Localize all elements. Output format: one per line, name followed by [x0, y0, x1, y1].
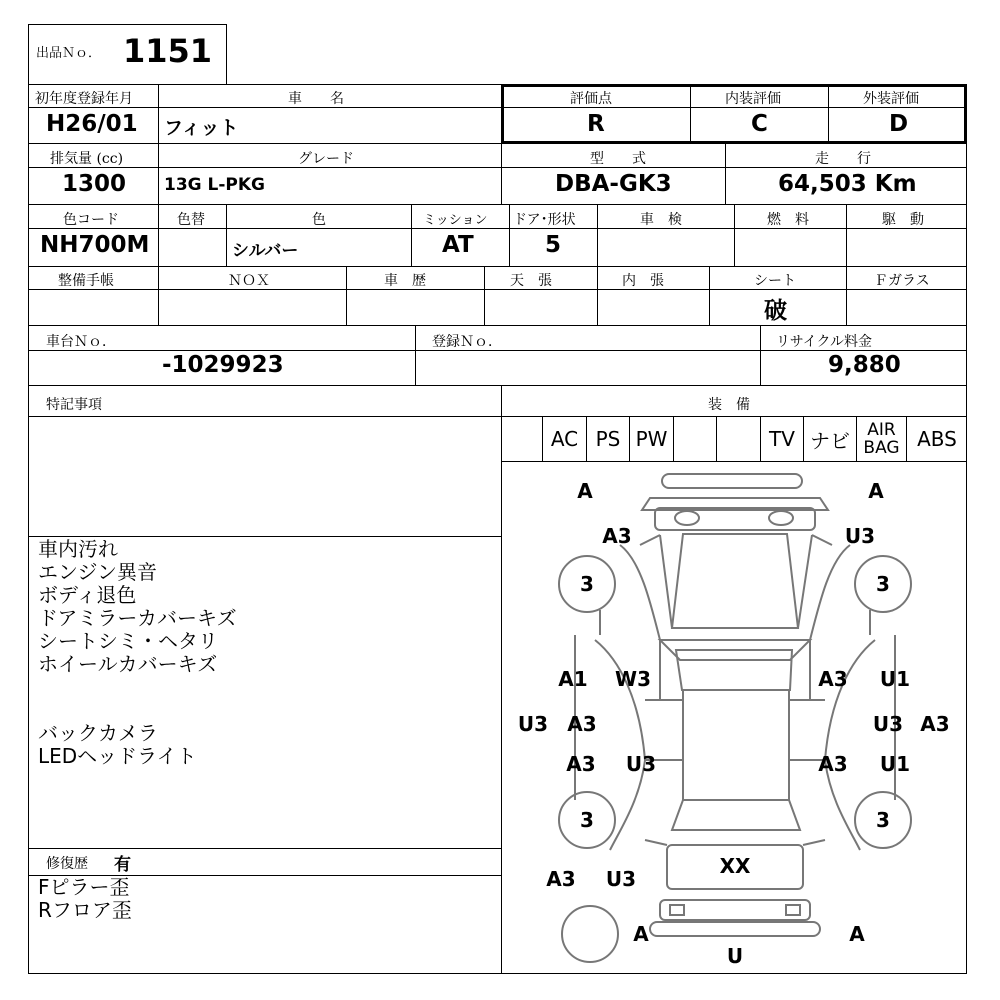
note-line: バックカメラ	[38, 721, 158, 745]
mileage-label: 走 行	[815, 151, 871, 167]
note-line: ボディ退色	[38, 583, 137, 607]
equip-slot-blank-1	[501, 416, 543, 462]
model-label: 型 式	[590, 151, 646, 167]
history-label: 車 歴	[384, 273, 426, 289]
note-line: ホイールカバーキズ	[38, 652, 218, 676]
repaint-label: 色替	[177, 212, 205, 228]
row5-div-1	[415, 325, 416, 386]
seat-value: 破	[764, 298, 787, 324]
recycle-label: リサイクル料金	[776, 334, 873, 350]
nox-label: ＮＯＸ	[228, 273, 270, 289]
color-value: シルバー	[232, 241, 299, 261]
equip-abs: ABS	[917, 427, 957, 451]
row4	[28, 266, 967, 326]
mark-rear-left-panel: U3	[605, 867, 637, 891]
mark-front-left-wheel: 3	[580, 572, 594, 596]
notes-list	[38, 538, 498, 768]
car-name-label: 車 名	[288, 91, 344, 107]
note-line: LEDヘッドライト	[38, 744, 197, 768]
row2-div-2	[501, 143, 502, 205]
grade-label: グレード	[298, 151, 354, 167]
repair-line-1: Fピラー歪	[38, 875, 130, 899]
exterior-value: D	[889, 111, 909, 137]
row3-div-5	[597, 204, 598, 267]
score-div-1	[690, 84, 691, 144]
exterior-label: 外装評価	[863, 91, 919, 107]
row3-div-6	[734, 204, 735, 267]
note-line	[38, 699, 498, 722]
mark-rear-left-quarter: A3	[546, 867, 576, 891]
mark-front-right-wheel: 3	[876, 572, 890, 596]
row4-label-line	[28, 289, 967, 290]
score-label: 評価点	[570, 91, 612, 107]
repair-value: 有	[114, 855, 131, 875]
equip-ac: AC	[543, 416, 587, 462]
mark-left-door-front: A3	[567, 712, 597, 736]
note-line	[38, 676, 498, 699]
mark-left-door-rear: A3	[566, 752, 596, 776]
mark-windshield: W3	[615, 667, 651, 691]
mark-rear-right-wheel: 3	[876, 808, 890, 832]
repair-line-top	[28, 848, 502, 849]
mark-right-sill: A3	[920, 712, 950, 736]
mark-right-pillar: U1	[879, 667, 911, 691]
mark-front-left-fender: A3	[602, 524, 632, 548]
row3-div-4	[509, 204, 510, 267]
door-label: ドア･形状	[513, 212, 576, 228]
row3-div-3	[411, 204, 412, 267]
note-line: ドアミラーカバーキズ	[38, 606, 237, 630]
grade-value: 13G L-PKG	[164, 175, 266, 195]
note-line: エンジン異音	[38, 560, 157, 584]
mark-rear-right-bumper: A	[849, 922, 865, 946]
chassis-value: -1029923	[162, 352, 284, 378]
mark-rear-panel: U	[726, 944, 744, 968]
mark-right-door-rear: U3	[872, 712, 904, 736]
row3-div-7	[846, 204, 847, 267]
mark-right-rear-pillar: U1	[879, 752, 911, 776]
equip-navi: ナビ	[804, 416, 857, 462]
lot-label: 出品Ｎｏ．	[36, 46, 102, 61]
fglass-label: Ｆガラス	[874, 273, 930, 289]
row4-div-3	[484, 266, 485, 326]
row1-label-line	[28, 107, 967, 108]
lot-number: 1151	[123, 32, 213, 70]
equip-ps: PS	[587, 416, 630, 462]
row4-div-1	[158, 266, 159, 326]
displacement-value: 1300	[62, 171, 127, 197]
note-line: 車内汚れ	[38, 537, 118, 561]
interior-label: 内装評価	[725, 91, 781, 107]
registration-label: 登録Ｎｏ．	[432, 334, 502, 350]
drive-label: 駆 動	[882, 212, 924, 228]
equip-airbag: AIR BAG	[857, 416, 907, 462]
mission-label: ミッション	[423, 213, 488, 228]
color-code-label: 色コード	[63, 212, 119, 228]
mark-front-right-bumper: A	[868, 479, 884, 503]
repair-line-2: Rフロア歪	[38, 898, 132, 922]
door-value: 5	[545, 232, 562, 258]
model-value: DBA-GK3	[555, 171, 672, 197]
row3	[28, 204, 967, 267]
car-name-value: フィット	[164, 117, 239, 139]
inspection-label: 車 検	[640, 212, 682, 228]
row2-div-3	[725, 143, 726, 205]
score-div-2	[828, 84, 829, 144]
mark-front-right-fender: U3	[844, 524, 876, 548]
mark-rear-left-bumper: A	[633, 922, 649, 946]
row2-div-1	[158, 143, 159, 205]
row4-div-2	[346, 266, 347, 326]
mark-trunk: XX	[719, 854, 751, 878]
row4-div-6	[846, 266, 847, 326]
roof-label: 天 張	[510, 273, 552, 289]
mark-roof: U3	[625, 752, 657, 776]
fuel-label: 燃 料	[767, 212, 809, 228]
mission-value: AT	[442, 232, 474, 258]
equip-pw: PW	[630, 416, 674, 462]
mark-rear-left-wheel: 3	[580, 808, 594, 832]
row3-div-1	[158, 204, 159, 267]
reg-date-label: 初年度登録年月	[35, 91, 133, 107]
maintenance-label: 整備手帳	[58, 273, 114, 289]
color-code-value: NH700M	[40, 232, 150, 258]
note-line: シートシミ・ヘタリ	[38, 629, 218, 653]
reg-date-value: H26/01	[46, 111, 138, 137]
score-value: R	[587, 111, 605, 137]
repair-label: 修復歴	[46, 856, 88, 872]
displacement-label: 排気量 (cc)	[50, 151, 124, 167]
mark-front-left-bumper: A	[577, 479, 593, 503]
equipment-label: 装 備	[708, 397, 750, 413]
inner-label: 内 張	[622, 273, 664, 289]
mark-right-door-front: A3	[818, 667, 848, 691]
mark-left-sill: U3	[517, 712, 549, 736]
row4-div-5	[709, 266, 710, 326]
seat-label: シート	[754, 273, 796, 289]
color-label: 色	[312, 212, 326, 228]
row3-label-line	[28, 228, 967, 229]
mark-left-pillar: A1	[558, 667, 588, 691]
recycle-value: 9,880	[828, 352, 901, 378]
equip-tv: TV	[761, 416, 804, 462]
row3-div-2	[226, 204, 227, 267]
interior-value: C	[751, 111, 768, 137]
equip-slot-blank-3	[717, 416, 761, 462]
row5-div-2	[760, 325, 761, 386]
equip-slot-blank-2	[674, 416, 717, 462]
notes-label: 特記事項	[46, 397, 102, 413]
mileage-value: 64,503 Km	[778, 171, 917, 197]
chassis-label: 車台Ｎｏ．	[46, 334, 116, 350]
mark-right-quarter: A3	[818, 752, 848, 776]
row4-div-4	[597, 266, 598, 326]
